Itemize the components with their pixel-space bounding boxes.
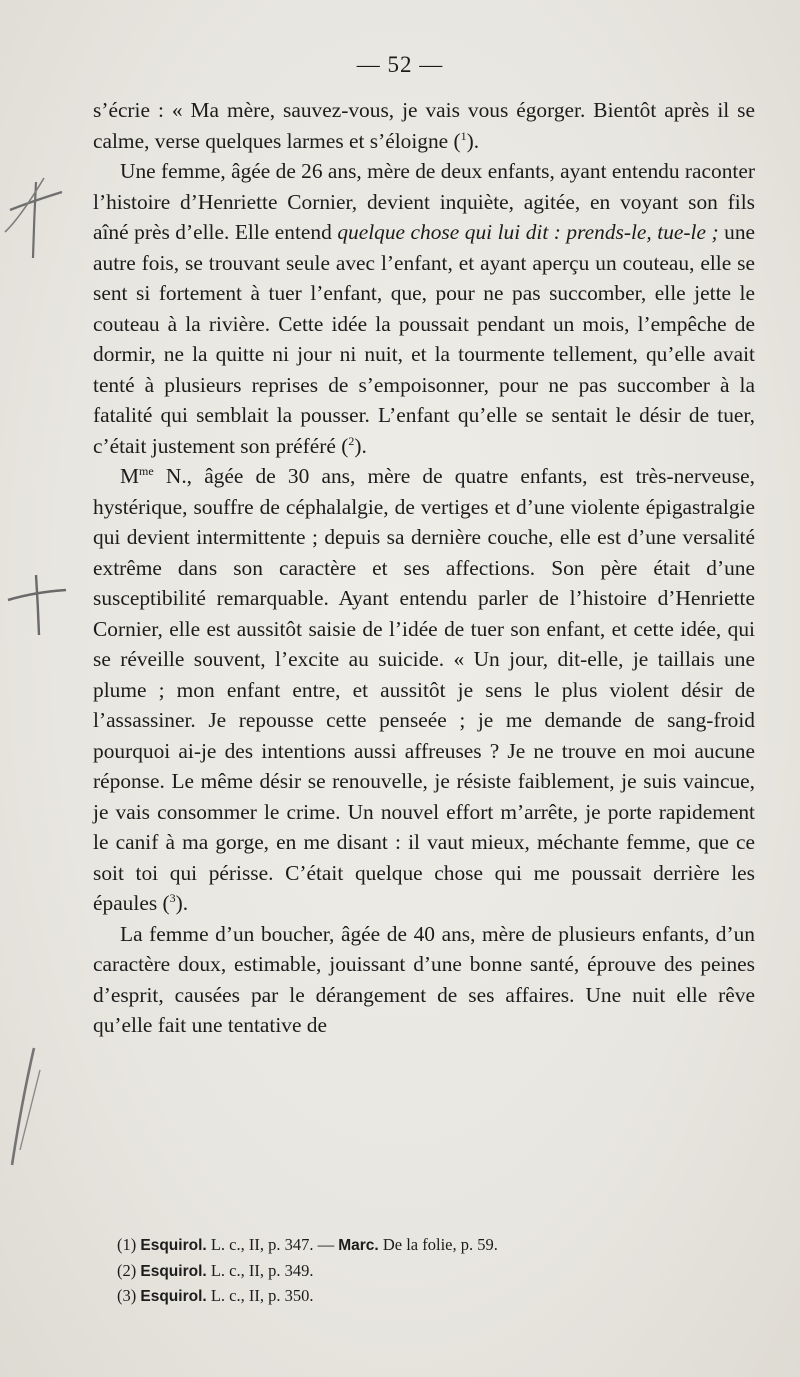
footnote-number: (1) [117,1235,137,1254]
footnote-text-2: De la folie, p. 59. [378,1235,498,1254]
superscript: 3 [169,890,176,905]
text-run: ). [175,891,189,915]
footnote-author-2: Marc. [338,1237,379,1254]
paragraph [93,156,755,461]
text-run: ). [466,128,480,153]
margin-pencil-mark-top [0,170,70,265]
footnote [117,1284,717,1310]
margin-pencil-mark-cross [0,570,75,640]
paragraph [93,919,755,1041]
footnote-text: L. c., II, p. 347. — [206,1235,339,1254]
text-run: une autre fois, se trouvant seule avec l’enfant, et ayant aperçu un couteau, elle se sent si fortement à tuer l’enfant, que, pour ne pas succomber, elle jette le couteau à la rivière. Cette idée la poussait pendant un mois, l’empêche de dormir, ne la quitte ni jour ni nuit, et la tourmente tellement, qu’elle avait tenté à plusieurs reprises de s’empoisonner, pour ne pas succomber à la fatalité qui semblait la pousser. L’enfant qu’elle se sentait le désir de tuer, c’était justement son préféré ( [93,220,756,458]
footnote-text: L. c., II, p. 349. [206,1260,314,1280]
superscript: 1 [460,128,467,143]
text-run: M [120,464,140,488]
paragraph [93,461,755,919]
footnote [117,1233,717,1259]
text-run: ). [354,433,367,458]
superscript: me [139,463,154,478]
footnote-text: L. c., II, p. 350. [206,1286,314,1305]
footnote-number: (2) [117,1260,137,1280]
superscript: 2 [348,433,355,448]
text-run: Une femme, âgée de 26 ans, mère de deux enfants, ayant entendu raconter l’histoire d’Henriette Cornier, devient inquiète, agitée, en voyant son fils aîné près d’elle. Elle entend [93,159,755,244]
text-run: s’écrie : « Ma mère, sauvez-vous, je vais vous égorger. Bientôt après il se calme, verse quelques larmes et s’éloigne ( [93,98,755,153]
text-run: N., âgée de 30 ans, mère de quatre enfants, est très-nerveuse, hystérique, souffre de céphalalgie, de vertiges et d’une violente épigastralgie qui devient intermittente ; depuis sa dernière couche, elle est d’une versalité extrême dans son caractère et ses affections. Son père était d’une susceptibilité remarquable. Ayant entendu parler de l’histoire d’Henriette Cornier, elle est aussitôt saisie de l’idée de tuer son enfant, et cette idée, qui se réveille souvent, l’excite au suicide. « Un jour, dit-elle, je taillais une plume ; mon enfant entre, et aussitôt je sens le plus violent désir de l’assassiner. Je repousse cette penseée ; je me demande de sang-froid pourquoi ai-je des intentions aussi affreuses ? Je ne trouve en moi aucune réponse. Le même désir se renouvelle, je résiste faiblement, je suis vaincue, je vais consommer le crime. Un nouvel effort m’arrête, je porte rapidement le canif à ma gorge, en me disant : il vaut mieux, méchante femme, que ce soit toi qui périsse. C’était quelque chose qui me poussait derrière les épaules ( [93,464,755,915]
footnote-author: Esquirol. [140,1288,207,1305]
footnote-author: Esquirol. [140,1237,207,1254]
footnote [117,1259,717,1285]
footnotes [117,1233,717,1310]
footnote-number: (3) [117,1286,137,1305]
text-run: La femme d’un boucher, âgée de 40 ans, mère de plusieurs enfants, d’un caractère doux, estimable, jouissant d’une bonne santé, éprouve des peines d’esprit, causées par le dérangement de ses affaires. Une nuit elle rêve qu’elle fait une tentative de [93,921,755,1037]
paragraph [93,95,755,156]
body-text [93,95,755,1041]
italic-text: quelque chose qui lui dit : prends-le, tue-le ; [337,220,719,244]
footnote-author: Esquirol. [140,1262,207,1280]
margin-pencil-mark-lower [0,1040,60,1170]
page-number: — 52 — [356,52,444,77]
